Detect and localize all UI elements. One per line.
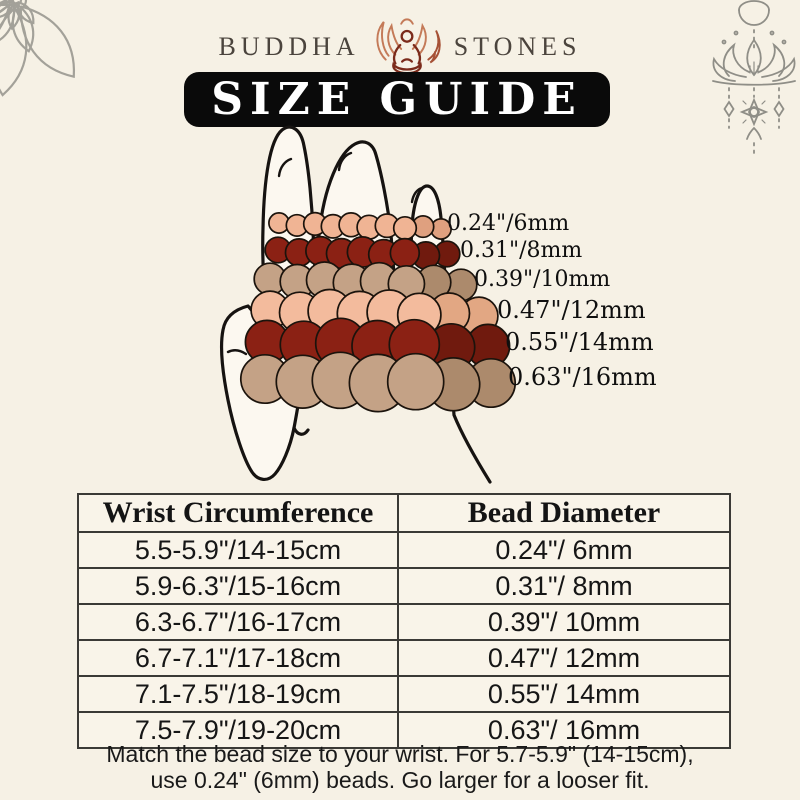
wrist-value: 7.5-7.9"/19-20cm [78, 712, 398, 748]
wrist-value: 6.3-6.7"/16-17cm [78, 604, 398, 640]
bead-size-label: 0.39"/10mm [474, 267, 611, 292]
header-bead-diameter: Bead Diameter [398, 494, 730, 532]
fit-note-line1: Match the bead size to your wrist. For 5.7-5.9" (14-15cm), [106, 741, 694, 767]
bead-size-label: 0.47"/12mm [497, 296, 646, 324]
hand-illustration [185, 120, 545, 500]
bead-size-label: 0.63"/16mm [508, 363, 657, 391]
brand-word-right: STONES [453, 32, 582, 61]
table-header-row [78, 494, 730, 532]
table-row [78, 568, 730, 604]
wrist-value: 5.5-5.9"/14-15cm [78, 532, 398, 568]
lotus-meditation-icon [370, 16, 444, 78]
star-flower-icon [742, 100, 766, 124]
diamond-charm-icon [725, 102, 784, 116]
brand-word-left: BUDDHA [218, 32, 360, 61]
bead [388, 354, 444, 410]
wrist-value: 7.1-7.5"/18-19cm [78, 676, 398, 712]
header-wrist-circumference: Wrist Circumference [78, 494, 398, 532]
banner-title: SIZE GUIDE [211, 74, 583, 125]
table-row [78, 532, 730, 568]
bead-value: 0.31"/ 8mm [398, 568, 730, 604]
table-row [78, 604, 730, 640]
bead-value: 0.63"/ 16mm [398, 712, 730, 748]
bead-value: 0.47"/ 12mm [398, 640, 730, 676]
fit-note-line2: use 0.24" (6mm) beads. Go larger for a looser fit. [150, 767, 650, 793]
bead [390, 239, 419, 268]
bead-size-label: 0.24"/6mm [447, 211, 570, 236]
size-table [77, 493, 731, 749]
fit-note [0, 741, 800, 793]
size-guide-banner [184, 72, 610, 127]
palm-inner-line [294, 428, 308, 434]
table-row [78, 676, 730, 712]
bead-size-label: 0.55"/14mm [505, 328, 654, 356]
leaf-spray-icon [747, 128, 761, 139]
bead-value: 0.39"/ 10mm [398, 604, 730, 640]
bead-value: 0.55"/ 14mm [398, 676, 730, 712]
wrist-value: 6.7-7.1"/17-18cm [78, 640, 398, 676]
bead [394, 217, 417, 240]
bead-size-label: 0.31"/8mm [460, 238, 583, 263]
table-row [78, 640, 730, 676]
brand-logo [0, 14, 800, 80]
wrist-value: 5.9-6.3"/15-16cm [78, 568, 398, 604]
bead-value: 0.24"/ 6mm [398, 532, 730, 568]
